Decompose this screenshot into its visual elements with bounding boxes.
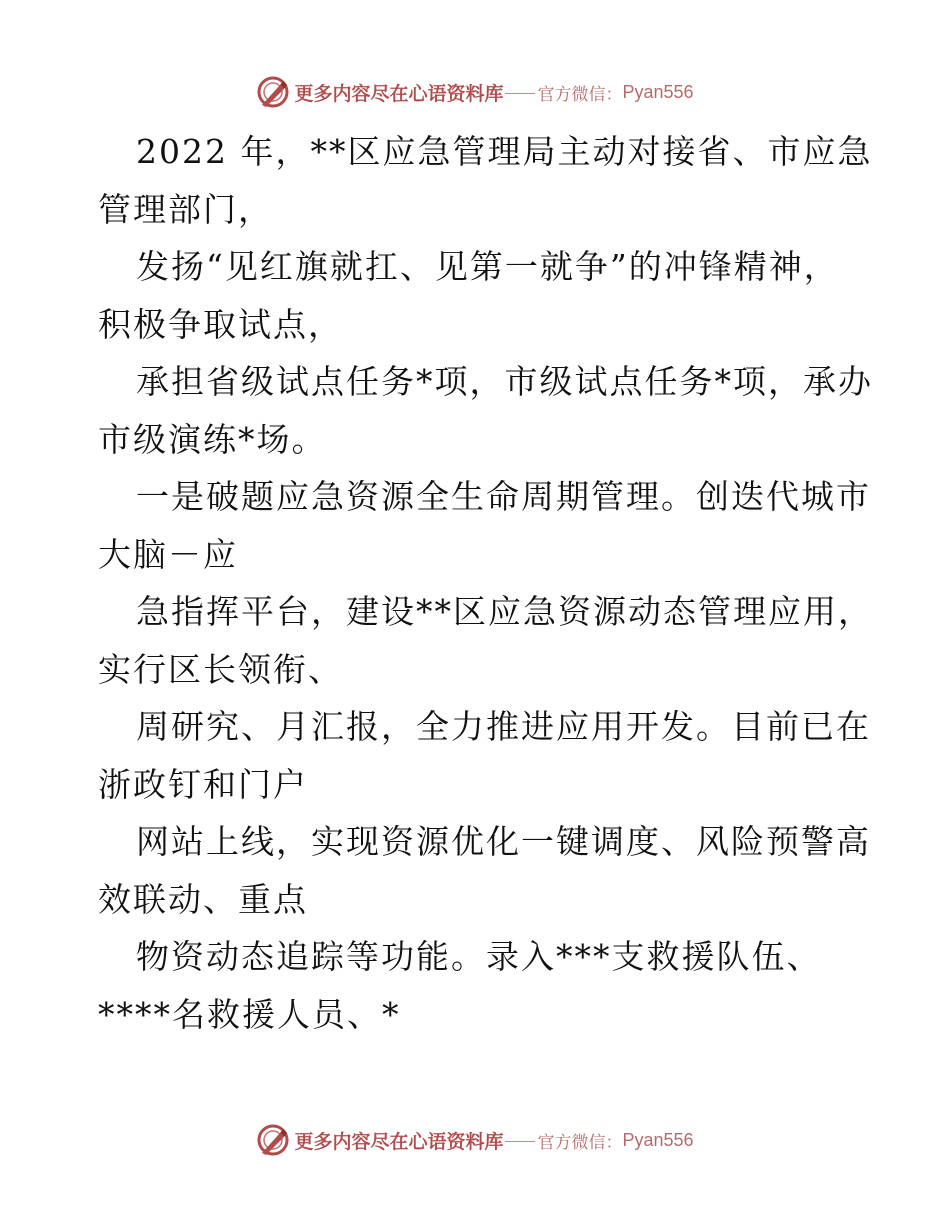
text-line: 承担省级试点任务*项，市级试点任务*项，承办 [136, 362, 873, 401]
watermark-account: Pyan556 [622, 81, 694, 102]
text-line: 大脑－应 [98, 534, 238, 574]
watermark-footer [0, 1120, 950, 1160]
text-line: 发扬“见红旗就扛、见第一就争”的冲锋精神， [136, 247, 839, 286]
text-line: 效联动、重点 [98, 879, 308, 919]
watermark-title: 更多内容尽在心语资料库 [294, 1130, 504, 1153]
text-line: 管理部门， [98, 189, 273, 229]
text-line: ****名救援人员、* [98, 994, 401, 1034]
pen-logo-icon [256, 75, 290, 109]
text-line: 实行区长领衔、 [98, 649, 343, 689]
watermark-account: Pyan556 [622, 1129, 694, 1150]
document-body [98, 123, 873, 1043]
text-line: 急指挥平台，建设**区应急资源动态管理应用， [136, 592, 873, 631]
watermark-divider [505, 1141, 535, 1142]
text-line: 物资动态追踪等功能。录入***支救援队伍、 [136, 937, 822, 976]
pen-logo-icon [256, 1123, 290, 1157]
watermark-title: 更多内容尽在心语资料库 [294, 82, 504, 105]
watermark-subtitle: 官方微信： [537, 84, 623, 105]
text-line: 市级演练*场。 [98, 419, 327, 459]
watermark-header [0, 72, 950, 112]
watermark-divider [505, 93, 535, 94]
text-line: 一是破题应急资源全生命周期管理。创迭代城市 [136, 477, 871, 516]
text-line: 周研究、月汇报，全力推进应用开发。目前已在 [136, 707, 871, 746]
watermark-subtitle: 官方微信： [537, 1132, 623, 1153]
text-line: 浙政钉和门户 [98, 764, 308, 804]
text-line: 2022 年，**区应急管理局主动对接省、市应急 [136, 132, 873, 171]
text-line: 积极争取试点， [98, 304, 343, 344]
text-line: 网站上线，实现资源优化一键调度、风险预警高 [136, 822, 871, 861]
